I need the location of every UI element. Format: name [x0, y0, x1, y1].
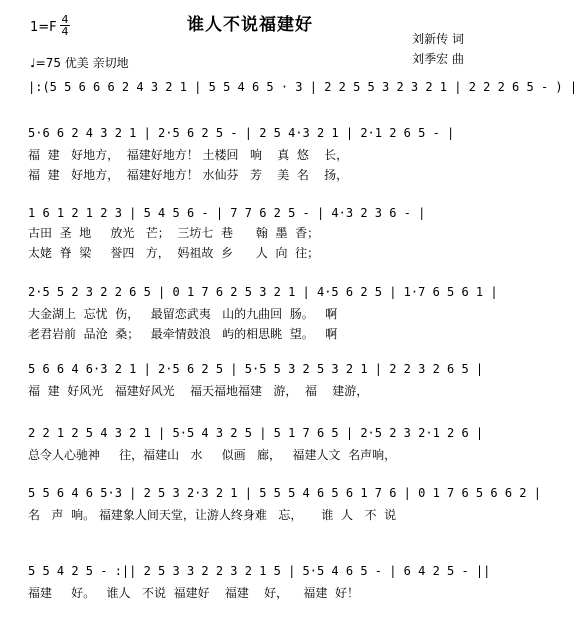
- lyric-line-3b: 太姥 脊 梁 誉四 方， 妈祖故 乡 人 向 往；: [28, 246, 320, 260]
- lyric-line-2b: 福 建 好地方， 福建好地方！ 水仙芬 芳 美 名 扬，: [28, 168, 349, 182]
- time-signature-bottom: 4: [61, 25, 69, 38]
- time-signature-top: 4: [61, 13, 69, 26]
- time-signature: [60, 14, 70, 37]
- notation-line-6: 2 2 1 2 5 4 3 2 1 | 5·5 4 3 2 5 | 5 1 7 6 5 | 2·5 2 3 2·1 2 6 |: [28, 426, 484, 440]
- notation-line-4: 2·5 5 2 3 2 2 6 5 | 0 1 7 6 2 5 3 2 1 | 4·5 6 2 5 | 1·7 6 5 6 1 |: [28, 285, 498, 299]
- key-signature: 1=F: [30, 20, 57, 35]
- notation-line-5: 5 6 6 4 6·3 2 1 | 2·5 6 2 5 | 5·5 5 3 2 5 3 2 1 | 2 2 3 2 6 5 |: [28, 362, 484, 376]
- notation-line-1: |:(5 5 6 6 6 2 4 3 2 1 | 5 5 4 6 5 · 3 | 2 2 5 5 3 2 3 2 1 | 2 2 2 6 5 - ) |: [28, 80, 577, 94]
- lyric-line-5: 福 建 好风光 福建好风光 福天福地福建 游， 福 建游，: [28, 384, 369, 398]
- lyric-line-3a: 古田 圣 地 放光 芒； 三坊七 巷 翰 墨 香；: [28, 226, 320, 240]
- notation-line-8: 5 5 4 2 5 - :|| 2 5 3 3 2 2 3 2 1 5 | 5·5 4 6 5 - | 6 4 2 5 - ||: [28, 564, 491, 578]
- tempo-marking: ♩=75 优美 亲切地: [30, 56, 129, 70]
- notation-line-3: 1 6 1 2 1 2 3 | 5 4 5 6 - | 7 7 6 2 5 - | 4·3 2 3 6 - |: [28, 206, 426, 220]
- lyric-line-6: 总令人心驰神 往，福建山 水 似画 廊， 福建人文 名声响，: [28, 448, 397, 462]
- song-title: 谁人不说福建好: [187, 15, 313, 35]
- lyric-line-8: 福建 好。 谁人 不说 福建好 福建 好， 福建 好！: [28, 586, 359, 600]
- composer-credit: 刘季宏 曲: [412, 52, 464, 66]
- notation-line-7: 5 5 6 4 6 5·3 | 2 5 3 2·3 2 1 | 5 5 5 4 6 5 6 1 7 6 | 0 1 7 6 5 6 6 2 |: [28, 486, 541, 500]
- lyric-line-7: 名 声 响。 福建象人间天堂，让游人终身难 忘， 谁 人 不 说: [28, 508, 397, 522]
- lyric-line-4a: 大金湖上 忘忧 伤， 最留恋武夷 山的九曲回 肠。 啊: [28, 307, 338, 321]
- lyric-line-2a: 福 建 好地方， 福建好地方！ 土楼回 响 真 悠 长，: [28, 148, 349, 162]
- lyricist-credit: 刘新传 词: [412, 32, 464, 46]
- lyric-line-4b: 老君岩前 品沧 桑； 最牵情鼓浪 屿的相思眺 望。 啊: [28, 327, 338, 341]
- notation-line-2: 5·6 6 2 4 3 2 1 | 2·5 6 2 5 - | 2 5 4·3 2 1 | 2·1 2 6 5 - |: [28, 126, 455, 140]
